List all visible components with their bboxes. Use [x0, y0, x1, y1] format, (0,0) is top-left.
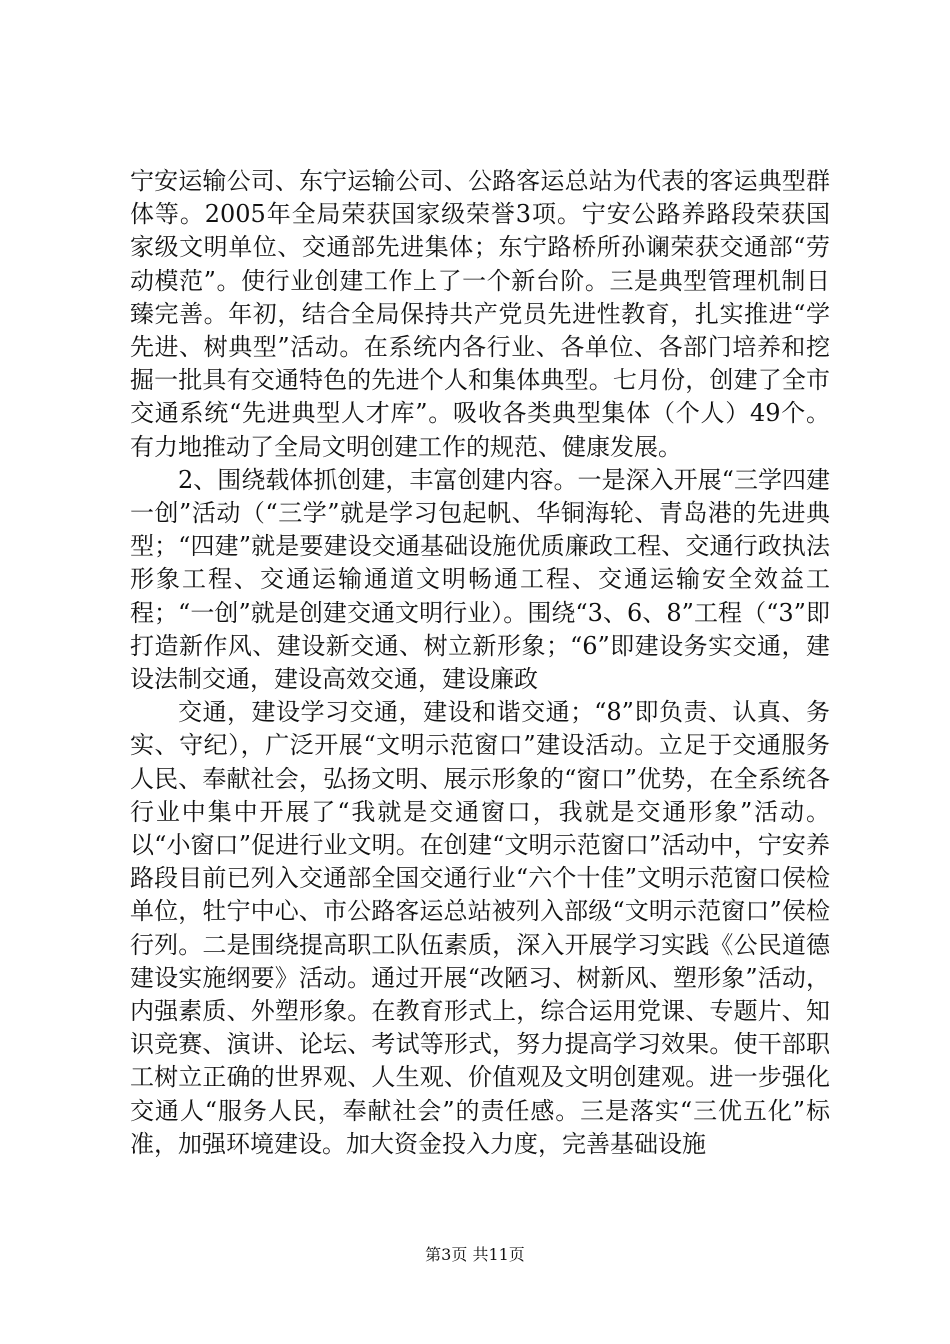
- body-text: [130, 165, 830, 1161]
- paragraph-section-2: 2、围绕载体抓创建，丰富创建内容。一是深入开展“三学四建一创”活动（“三学”就是学习包起帆、华铜海轮、青岛港的先进典型；“四建”就是要建设交通基础设施优质廉政工程、交通行政执法形象工程、交通运输通道文明畅通工程、交通运输安全效益工程；“一创”就是创建交通文明行业）。围绕“3、6、8”工程（“3”即打造新作风、建设新交通、树立新形象；“6”即建设务实交通，建设法制交通，建设高效交通，建设廉政: [130, 465, 830, 694]
- paragraph-continued: 宁安运输公司、东宁运输公司、公路客运总站为代表的客运典型群体等。2005年全局荣获国家级荣誉3项。宁安公路养路段荣获国家级文明单位、交通部先进集体；东宁路桥所孙谰荣获交通部“劳动模范”。使行业创建工作上了一个新台阶。三是典型管理机制日臻完善。年初，结合全局保持共产党员先进性教育，扎实推进“学先进、树典型”活动。在系统内各行业、各单位、各部门培养和挖掘一批具有交通特色的先进个人和集体典型。七月份，创建了全市交通系统“先进典型人才库”。吸收各类典型集体（个人）49个。有力地推动了全局文明创建工作的规范、健康发展。: [130, 167, 830, 461]
- paragraph-section-2-continued: 交通，建设学习交通，建设和谐交通；“8”即负责、认真、务实、守纪），广泛开展“文明示范窗口”建设活动。立足于交通服务人民、奉献社会，弘扬文明、展示形象的“窗口”优势，在全系统各行业中集中开展了“我就是交通窗口，我就是交通形象”活动。以“小窗口”促进行业文明。在创建“文明示范窗口”活动中，宁安养路段目前已列入交通部全国交通行业“六个十佳”文明示范窗口侯检单位，牡宁中心、市公路客运总站被列入部级“文明示范窗口”侯检行列。二是围绕提高职工队伍素质，深入开展学习实践《公民道德建设实施纲要》活动。通过开展“改陋习、树新风、塑形象”活动，内强素质、外塑形象。在教育形式上，综合运用党课、专题片、知识竞赛、演讲、论坛、考试等形式，努力提高学习效果。使干部职工树立正确的世界观、人生观、价值观及文明创建观。进一步强化交通人“服务人民，奉献社会”的责任感。三是落实“三优五化”标准，加强环境建设。加大资金投入力度，完善基础设施: [130, 698, 830, 1158]
- page-number-footer: 第3页 共11页: [425, 1245, 525, 1264]
